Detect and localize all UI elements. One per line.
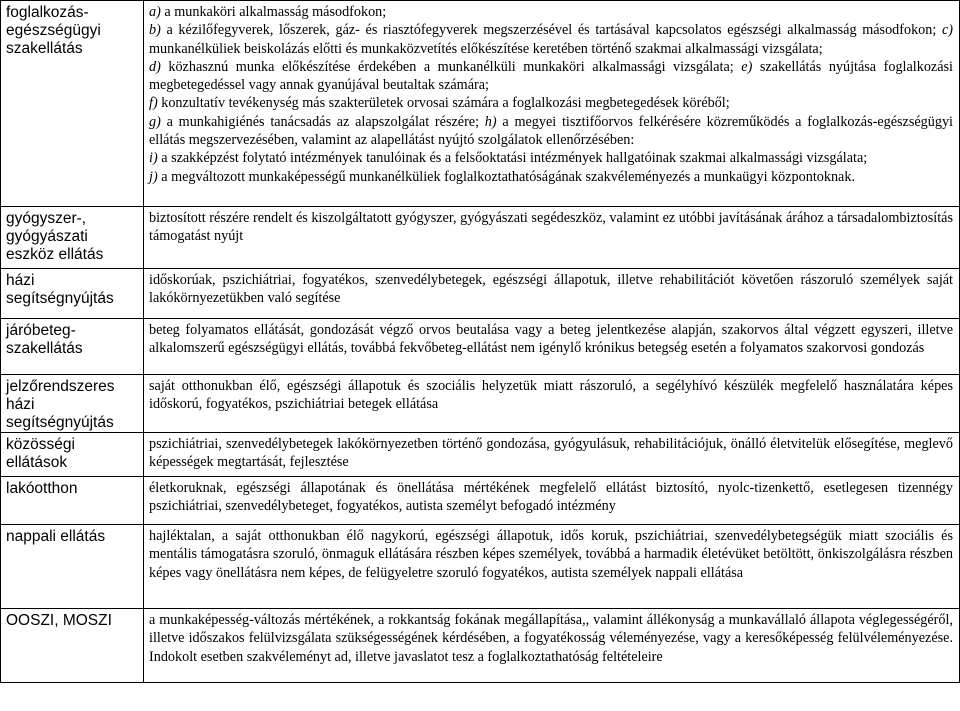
list-item: b) a kézilőfegyverek, lőszerek, gáz- és riasztófegyverek megszerzésével és tartásával kapcsolatos egészségi alkalmasság másodfokon; c) munkanélküliek beiskolázás előtti és munkaközvetítés előkészítése keretében történő szakmai alkalmassági vizsgálata;	[149, 22, 953, 57]
term-cell: közösségi ellátások	[1, 433, 144, 477]
term-cell: nappali ellátás	[1, 525, 144, 609]
list-item: f) konzultatív tevékenység más szakterületek orvosai számára a foglalkozási megbetegedések köréből;	[149, 95, 730, 112]
term-cell: jelzőrendszeres házi segítségnyújtás	[1, 375, 144, 433]
description-cell	[144, 1, 960, 207]
description-cell: beteg folyamatos ellátását, gondozását végző orvos beutalása vagy a beteg jelentkezése alapján, szakorvos által végzett egyszeri, illetve alkalomszerű egészségügyi ellátás, továbbá fekvőbeteg-ellátást nem igénylő krónikus betegség esetén a folyamatos szakorvosi gondozás	[144, 319, 960, 375]
list-item: g) a munkahigiénés tanácsadás az alapszolgálat részére; h) a megyei tisztifőorvos felkérésére közreműködés a foglalkozás-egészségügyi ellátás megszervezésében, valamint az alapellátást nyújtó szolgálatok ellenőrzésében:	[149, 113, 953, 149]
term-cell: foglalkozás-egészségügyi szakellátás	[1, 1, 144, 207]
description-cell: hajléktalan, a saját otthonukban élő nagykorú, egészségi állapotuk, idős koruk, pszichiátriai, szenvedélybetegségük miatt szociális és mentális támogatásra szoruló, önmaguk ellátására részben képes személyek, továbbá a harmadik életévüket betöltött, önkiszolgálásra részben képes vagy önellátásra nem képes, de felügyeletre szoruló fogyatékos, autista személyek nappali ellátása	[144, 525, 960, 609]
term-cell: járóbeteg-szakellátás	[1, 319, 144, 375]
description-cell: időskorúak, pszichiátriai, fogyatékos, szenvedélybetegek, egészségi állapotuk, illetve rehabilitációt követően rászoruló személyek saját lakókörnyezetükben való segítése	[144, 269, 960, 319]
term-cell: lakóotthon	[1, 477, 144, 525]
list-item: d) közhasznú munka előkészítése érdekében a munkanélküli munkaköri alkalmassági vizsgálata; e) szakellátás nyújtása foglalkozási megbetegedéssel vagy annak gyanújával beutaltak számára;	[149, 58, 953, 94]
list-item: i) a szakképzést folytató intézmények tanulóinak és a felsőoktatási intézmények hallgatóinak szakmai alkalmassági vizsgálata;	[149, 150, 868, 167]
table-row	[1, 477, 960, 525]
description-cell: pszichiátriai, szenvedélybetegek lakókörnyezetben történő gondozása, gyógyulásuk, rehabilitációjuk, önálló életvitelük elősegítése, meglevő képességek megtartását, fejlesztése	[144, 433, 960, 477]
description-cell: életkoruknak, egészségi állapotának és önellátása mértékének megfelelő ellátást biztosító, nyolc-tizenkettő, esetlegesen tizennégy pszichiátriai, szenvedélybeteget, fogyatékos, autista személyt befogadó intézmény	[144, 477, 960, 525]
table-row	[1, 375, 960, 433]
term-cell: OOSZI, MOSZI	[1, 609, 144, 683]
table-row	[1, 1, 960, 207]
term-cell: házi segítségnyújtás	[1, 269, 144, 319]
table-row	[1, 319, 960, 375]
description-cell: saját otthonukban élő, egészségi állapotuk és szociális helyzetük miatt rászoruló, a segélyhívó készülék megfelelő használatára képes időskorú, fogyatékos, pszichiátriai betegek ellátása	[144, 375, 960, 433]
table-row	[1, 525, 960, 609]
table-row	[1, 207, 960, 269]
table-row	[1, 433, 960, 477]
description-cell: a munkaképesség-változás mértékének, a rokkantság fokának megállapítása,, valamint állékonyság a munkavállaló állapota véglegességéről, illetve időszakos felülvizsgálata szükségességének kérdésében, a fogyatékosság véleményezése, vagy a keresőképesség felülvéleményezése. Indokolt esetben szakvéleményt ad, illetve javaslatot tesz a foglalkoztathatóság feltételeire	[144, 609, 960, 683]
term-cell: gyógyszer-, gyógyászati eszköz ellátás	[1, 207, 144, 269]
list-item: j) a megváltozott munkaképességű munkanélküliek foglalkoztathatóságának szakvéleményezés a munkaügyi központoknak.	[149, 168, 855, 185]
table-row	[1, 609, 960, 683]
list-item: a) a munkaköri alkalmasság másodfokon;	[149, 4, 387, 20]
description-cell: biztosított részére rendelt és kiszolgáltatott gyógyszer, gyógyászati segédeszköz, valamint ez utóbbi javításának árához a társadalombiztosítás támogatást nyújt	[144, 207, 960, 269]
table-row	[1, 269, 960, 319]
